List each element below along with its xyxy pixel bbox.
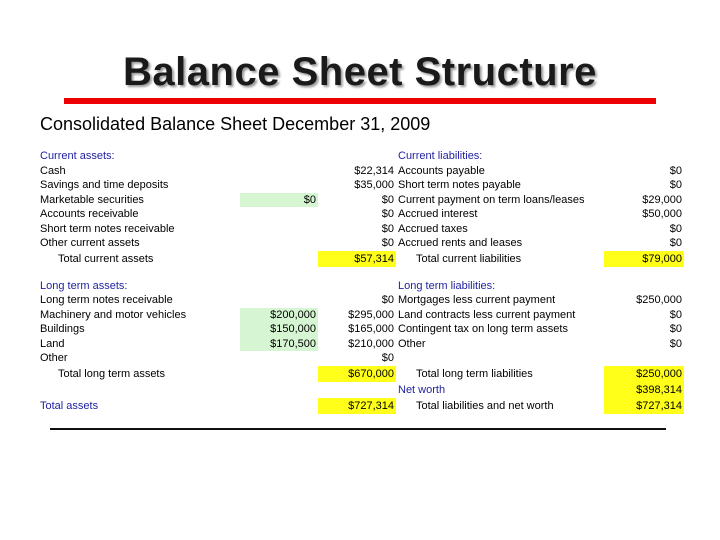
table-row xyxy=(38,164,684,179)
row-label: Land contracts less current payment xyxy=(398,308,576,321)
asset-value: $0 xyxy=(381,237,394,250)
page-title: Balance Sheet Structure xyxy=(123,50,597,94)
row-label: Accrued interest xyxy=(398,208,478,221)
total-liabilities-net-worth-label: Total liabilities and net worth xyxy=(416,399,554,412)
row-label: Other xyxy=(398,337,426,350)
liability-value: $50,000 xyxy=(642,208,682,221)
table-row xyxy=(38,308,684,323)
long-term-liabilities-heading: Long term liabilities: xyxy=(398,279,496,292)
table-row xyxy=(38,193,684,208)
total-assets-label: Total assets xyxy=(40,399,99,412)
asset-value: $35,000 xyxy=(354,179,394,192)
asset-input-value: $200,000 xyxy=(240,308,318,323)
total-row xyxy=(38,366,684,382)
balance-sheet-table xyxy=(38,149,684,414)
net-worth-row xyxy=(38,382,684,398)
row-label: Savings and time deposits xyxy=(40,179,169,192)
table-row xyxy=(38,207,684,222)
table-row xyxy=(38,351,684,366)
row-label: Accounts payable xyxy=(398,164,485,177)
asset-value: $210,000 xyxy=(348,337,394,350)
total-long-term-liabilities-value: $250,000 xyxy=(604,366,684,382)
total-liabilities-net-worth-value: $727,314 xyxy=(604,398,684,414)
spacer-row xyxy=(38,267,684,279)
asset-input-value: $150,000 xyxy=(240,322,318,337)
grand-total-row xyxy=(38,398,684,414)
asset-value: $0 xyxy=(381,193,394,206)
liability-value: $0 xyxy=(669,308,682,321)
total-current-liabilities-value: $79,000 xyxy=(604,251,684,267)
row-label: Land xyxy=(40,337,65,350)
asset-value: $0 xyxy=(381,352,394,365)
asset-value: $165,000 xyxy=(348,323,394,336)
liability-value: $250,000 xyxy=(636,294,682,307)
asset-input-value: $0 xyxy=(240,193,318,208)
title-underline xyxy=(64,98,656,104)
liability-value: $0 xyxy=(669,337,682,350)
table-row xyxy=(38,178,684,193)
table-row xyxy=(38,322,684,337)
liability-value: $0 xyxy=(669,164,682,177)
asset-value: $0 xyxy=(381,208,394,221)
row-label: Accrued rents and leases xyxy=(398,237,523,250)
row-label: Cash xyxy=(40,164,66,177)
table-row xyxy=(38,293,684,308)
liability-value: $0 xyxy=(669,179,682,192)
liability-value: $0 xyxy=(669,222,682,235)
row-label: Buildings xyxy=(40,323,85,336)
net-worth-value: $398,314 xyxy=(604,382,684,398)
total-long-term-liabilities-label: Total long term liabilities xyxy=(416,367,533,380)
row-label: Other current assets xyxy=(40,237,140,250)
liability-value: $0 xyxy=(669,237,682,250)
total-long-term-assets-label: Total long term assets xyxy=(58,367,165,380)
asset-value: $0 xyxy=(381,294,394,307)
total-long-term-assets-value: $670,000 xyxy=(318,366,396,382)
row-label: Short term notes receivable xyxy=(40,222,175,235)
liability-value: $0 xyxy=(669,323,682,336)
long-term-assets-heading: Long term assets: xyxy=(40,279,128,292)
total-row xyxy=(38,251,684,267)
asset-value: $22,314 xyxy=(354,164,394,177)
table-row xyxy=(38,279,684,294)
asset-value: $0 xyxy=(381,222,394,235)
row-label: Other xyxy=(40,352,68,365)
total-current-assets-label: Total current assets xyxy=(58,252,154,265)
current-liabilities-heading: Current liabilities: xyxy=(398,150,483,163)
asset-value: $295,000 xyxy=(348,308,394,321)
row-label: Accrued taxes xyxy=(398,222,468,235)
row-label: Contingent tax on long term assets xyxy=(398,323,568,336)
row-label: Mortgages less current payment xyxy=(398,294,556,307)
row-label: Short term notes payable xyxy=(398,179,521,192)
table-row xyxy=(38,337,684,352)
net-worth-label: Net worth xyxy=(398,383,446,396)
asset-input-value: $170,500 xyxy=(240,337,318,352)
row-label: Marketable securities xyxy=(40,193,144,206)
total-current-assets-value: $57,314 xyxy=(318,251,396,267)
bottom-divider xyxy=(50,428,666,430)
table-row xyxy=(38,236,684,251)
row-label: Accounts receivable xyxy=(40,208,139,221)
total-current-liabilities-label: Total current liabilities xyxy=(416,252,522,265)
table-row xyxy=(38,222,684,237)
row-label: Long term notes receivable xyxy=(40,294,173,307)
liability-value: $29,000 xyxy=(642,193,682,206)
total-assets-value: $727,314 xyxy=(318,398,396,414)
row-label: Current payment on term loans/leases xyxy=(398,193,585,206)
current-assets-heading: Current assets: xyxy=(40,150,115,163)
table-row xyxy=(38,149,684,164)
sheet-subtitle: Consolidated Balance Sheet December 31, 2009 xyxy=(40,114,431,134)
row-label: Machinery and motor vehicles xyxy=(40,308,187,321)
